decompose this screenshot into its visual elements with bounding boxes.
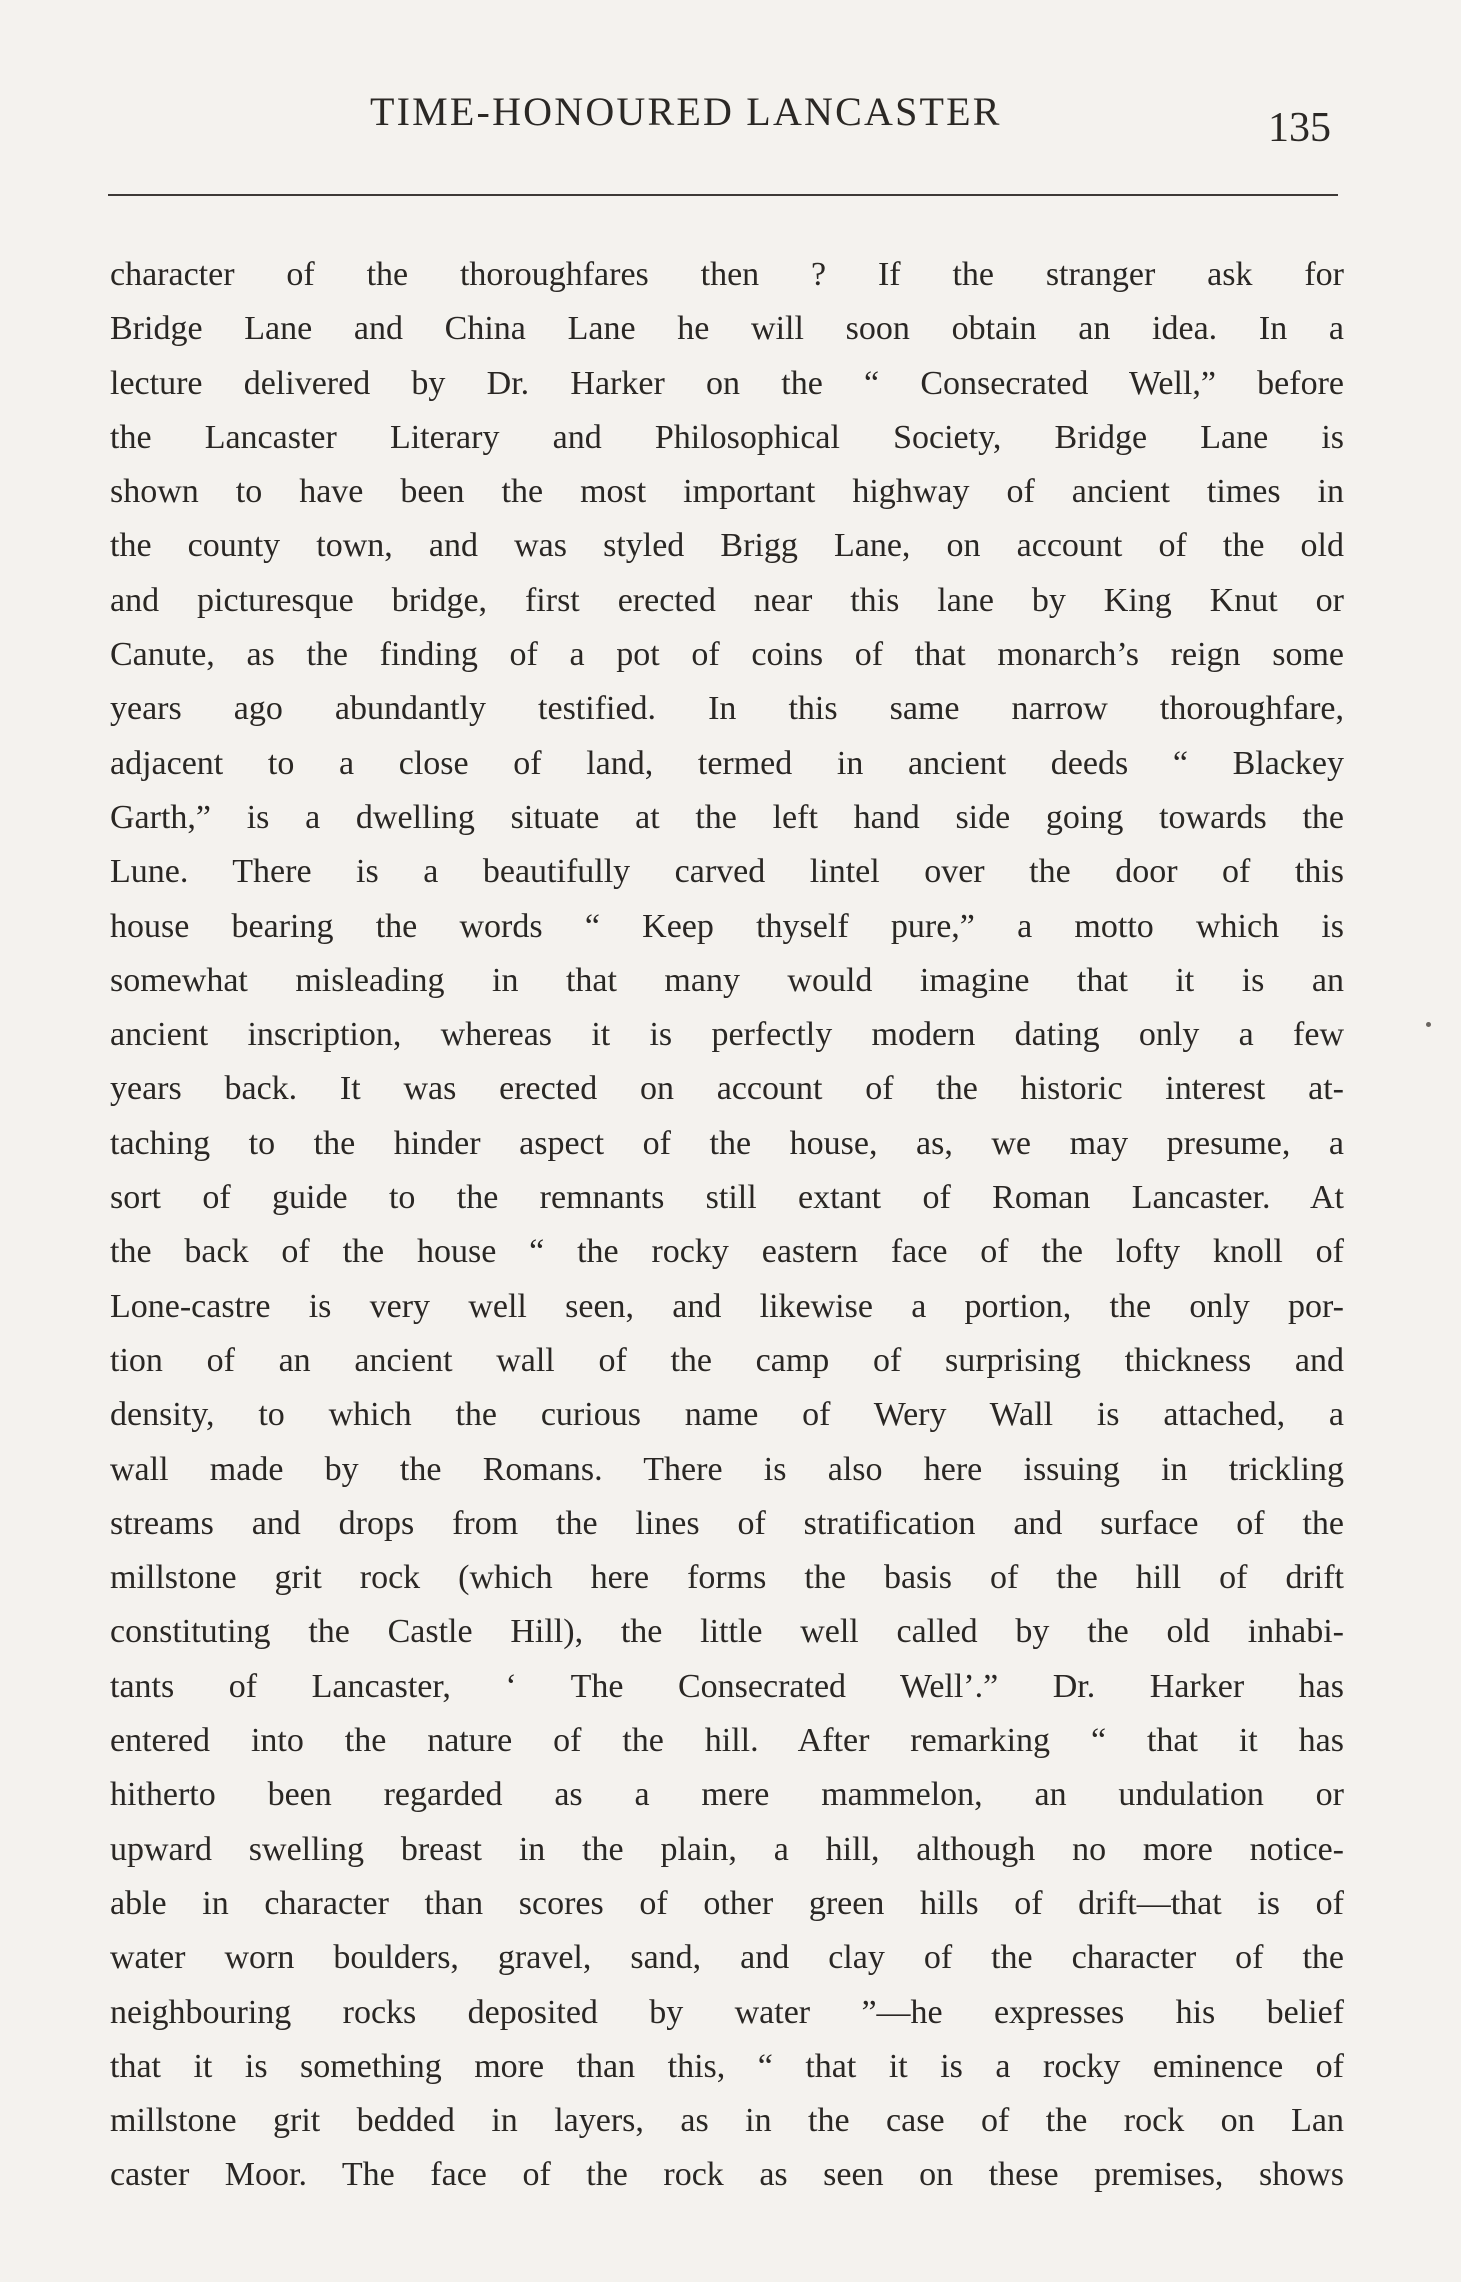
text-line: Lone-castre is very well seen, and likewise a portion, the only por- (110, 1287, 1344, 1325)
text-line: neighbouring rocks deposited by water ”—he expresses his belief (110, 1993, 1344, 2031)
text-line: taching to the hinder aspect of the house, as, we may presume, a (110, 1124, 1344, 1162)
text-line: water worn boulders, gravel, sand, and clay of the character of the (110, 1939, 1344, 1977)
text-line: millstone grit bedded in layers, as in the case of the rock on Lan (110, 2102, 1344, 2140)
text-line: and picturesque bridge, first erected near this lane by King Knut or (110, 581, 1344, 619)
text-line: Bridge Lane and China Lane he will soon obtain an idea. In a (110, 310, 1344, 348)
header-rule (108, 194, 1338, 196)
page-number: 135 (1268, 105, 1331, 151)
text-line: millstone grit rock (which here forms the basis of the hill of drift (110, 1559, 1344, 1597)
text-line: somewhat misleading in that many would imagine that it is an (110, 961, 1344, 999)
text-line: years ago abundantly testified. In this same narrow thoroughfare, (110, 690, 1344, 728)
text-line: able in character than scores of other green hills of drift—that is of (110, 1884, 1344, 1922)
text-line: wall made by the Romans. There is also here issuing in trickling (110, 1450, 1344, 1488)
text-line: lecture delivered by Dr. Harker on the “ Consecrated Well,” before (110, 364, 1344, 402)
text-line: entered into the nature of the hill. After remarking “ that it has (110, 1722, 1344, 1760)
text-line: tion of an ancient wall of the camp of surprising thickness and (110, 1341, 1344, 1379)
text-line: sort of guide to the remnants still extant of Roman Lancaster. At (110, 1179, 1344, 1217)
text-line: streams and drops from the lines of stratification and surface of the (110, 1504, 1344, 1542)
text-line: years back. It was erected on account of the historic interest at- (110, 1070, 1344, 1108)
text-line: house bearing the words “ Keep thyself pure,” a motto which is (110, 907, 1344, 945)
text-line: caster Moor. The face of the rock as seen on these premises, shows (110, 2156, 1344, 2194)
text-line: the county town, and was styled Brigg Lane, on account of the old (110, 527, 1344, 565)
text-line: the Lancaster Literary and Philosophical Society, Bridge Lane is (110, 418, 1344, 456)
text-line: Lune. There is a beautifully carved lintel over the door of this (110, 853, 1344, 891)
margin-dot (1426, 1022, 1431, 1027)
text-line: that it is something more than this, “ that it is a rocky eminence of (110, 2047, 1344, 2085)
text-line: constituting the Castle Hill), the little well called by the old inhabi- (110, 1613, 1344, 1651)
text-line: hitherto been regarded as a mere mammelon, an undulation or (110, 1776, 1344, 1814)
text-line: upward swelling breast in the plain, a hill, although no more notice- (110, 1830, 1344, 1868)
text-line: density, to which the curious name of Wery Wall is attached, a (110, 1396, 1344, 1434)
text-line: Canute, as the finding of a pot of coins of that monarch’s reign some (110, 636, 1344, 674)
text-line: adjacent to a close of land, termed in ancient deeds “ Blackey (110, 744, 1344, 782)
text-line: Garth,” is a dwelling situate at the left hand side going towards the (110, 798, 1344, 836)
text-line: the back of the house “ the rocky eastern face of the lofty knoll of (110, 1233, 1344, 1271)
text-line: shown to have been the most important highway of ancient times in (110, 473, 1344, 511)
text-line: character of the thoroughfares then ? If the stranger ask for (110, 256, 1344, 293)
running-title: TIME-HONOURED LANCASTER (370, 89, 1002, 134)
text-line: tants of Lancaster, ‘ The Consecrated Well’.” Dr. Harker has (110, 1667, 1344, 1705)
text-line: ancient inscription, whereas it is perfectly modern dating only a few (110, 1016, 1344, 1054)
body-text (110, 248, 1344, 2203)
